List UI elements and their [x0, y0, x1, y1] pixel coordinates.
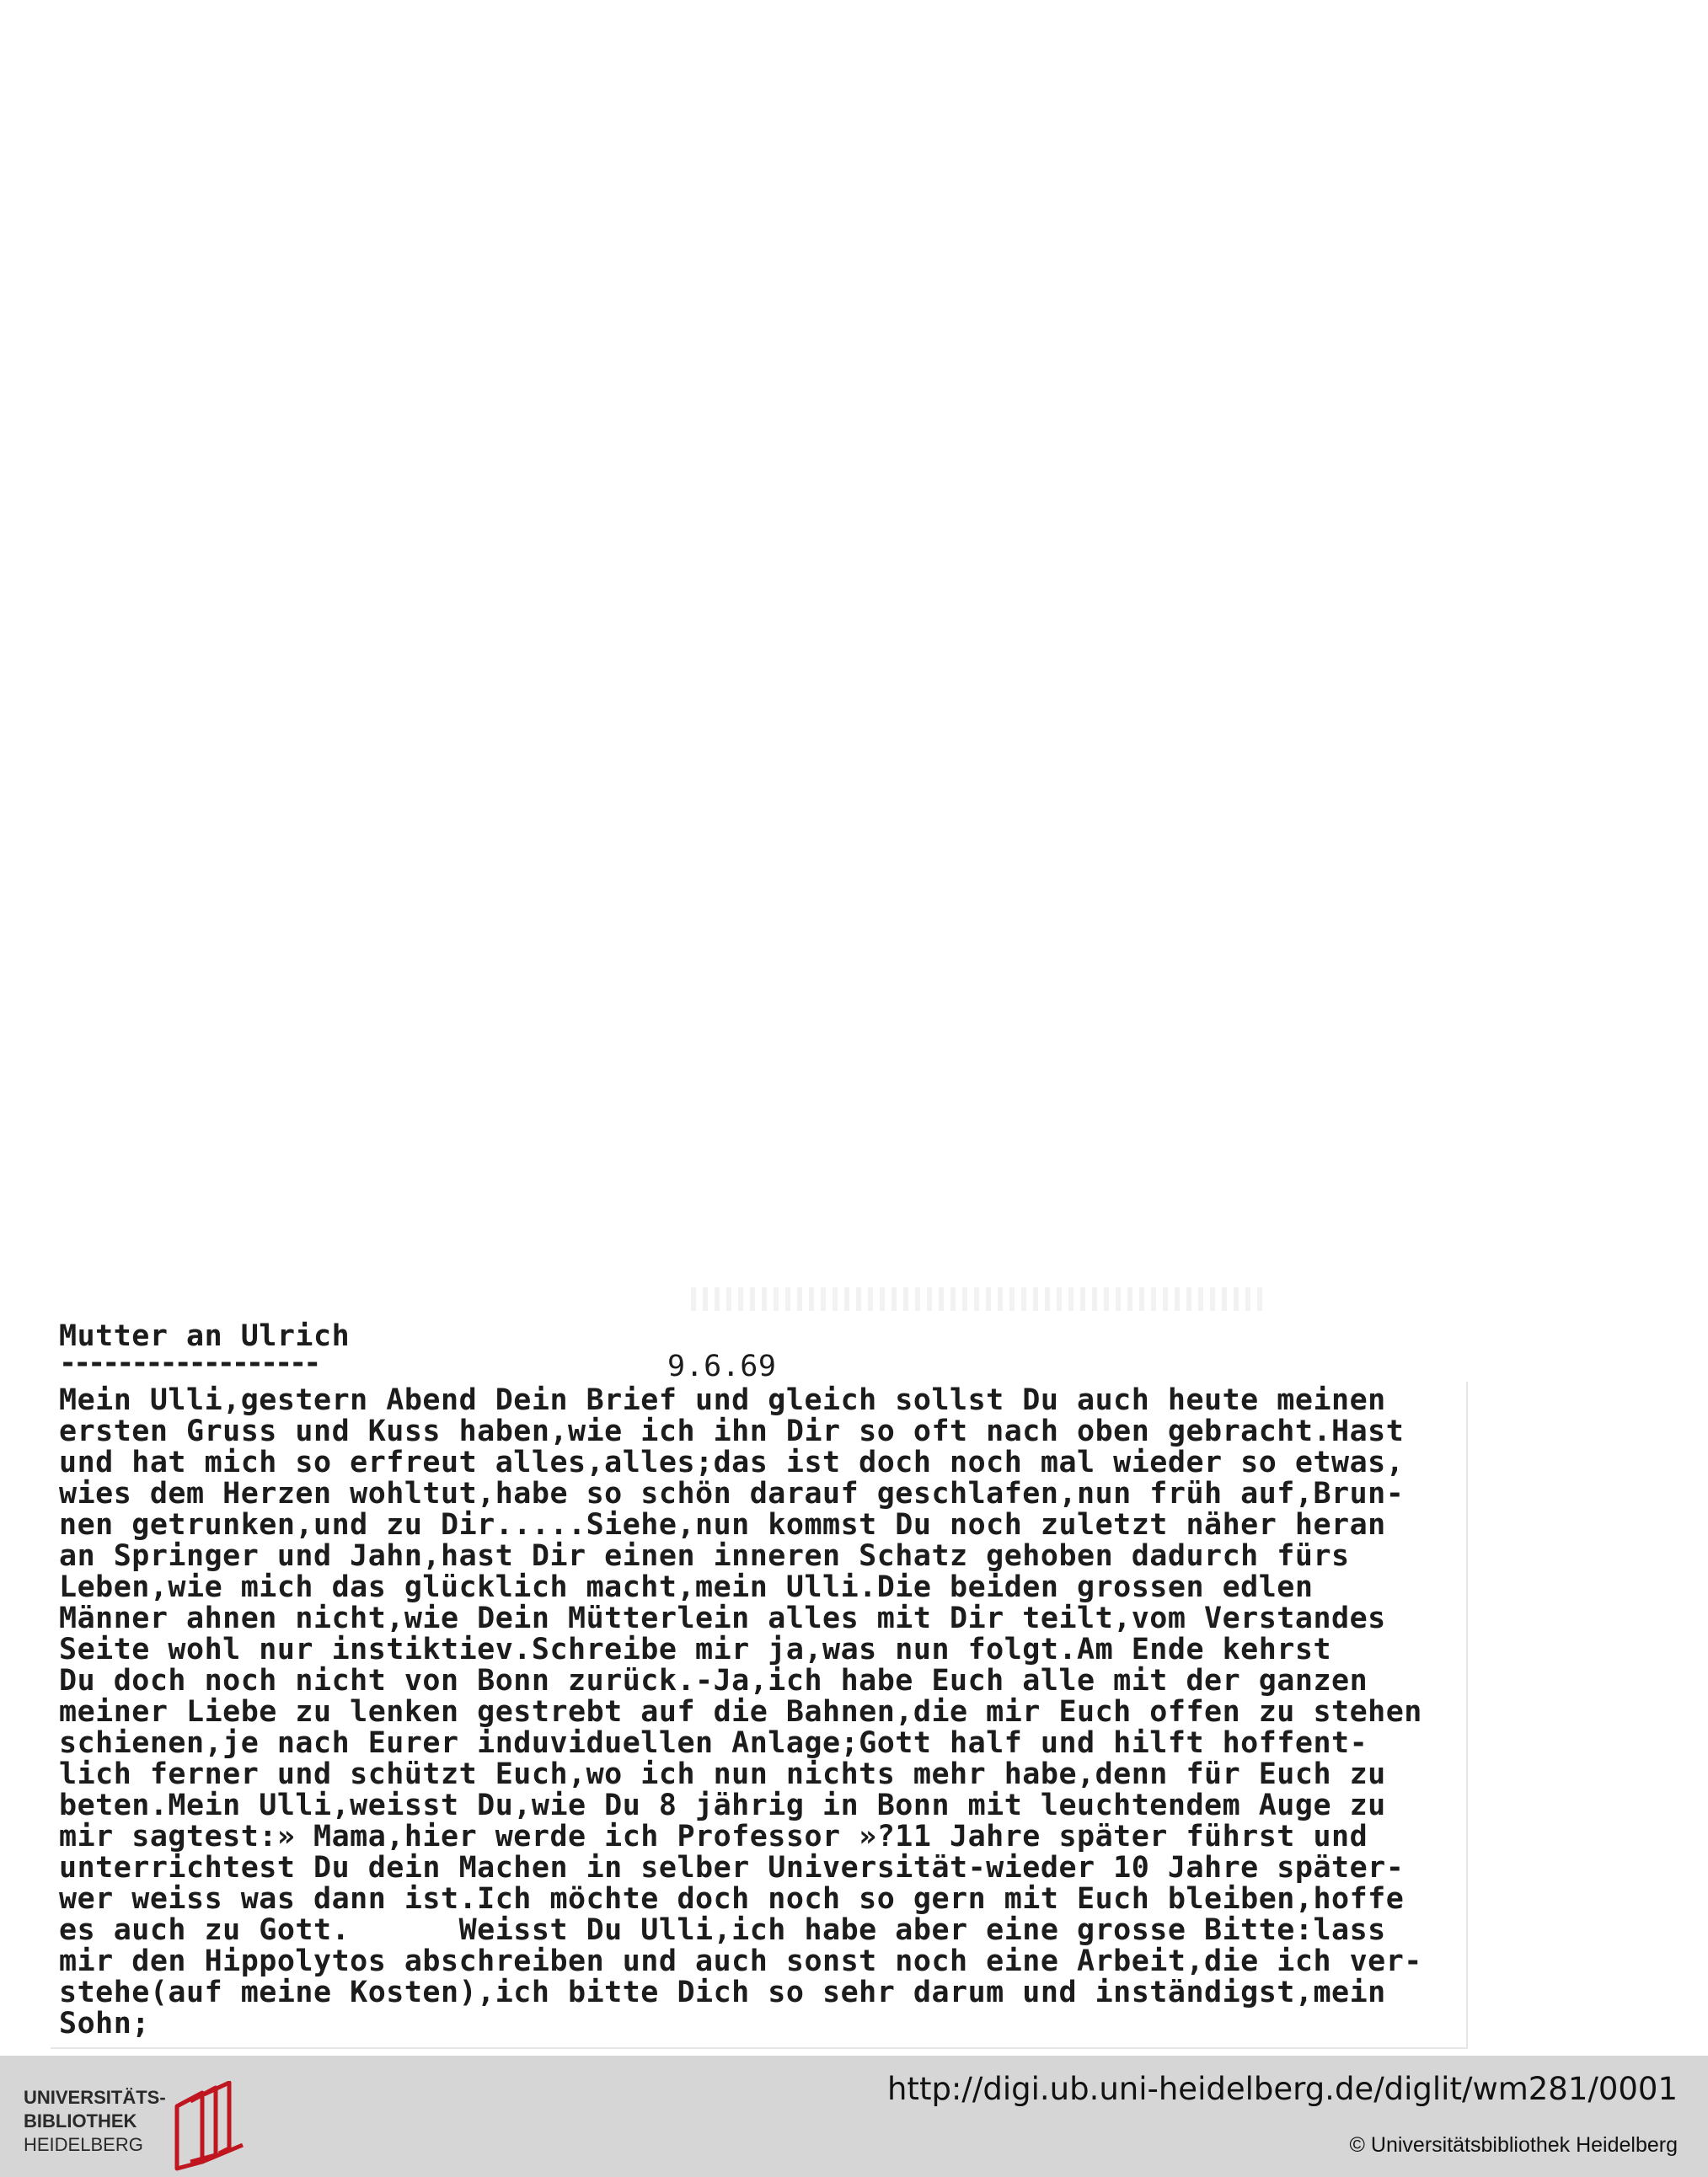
letter-line: schienen,je nach Eurer induviduellen Anlage;Gott half und hilft hoffent-: [59, 1726, 1368, 1760]
letter-line: unterrichtest Du dein Machen in selber Universität-wieder 10 Jahre später-: [59, 1851, 1405, 1885]
typewritten-letter: [59, 1321, 1475, 2040]
letter-line: es auch zu Gott. Weisst Du Ulli,ich habe aber eine grosse Bitte:lass: [59, 1913, 1386, 1947]
logo-wordmark: [24, 2086, 166, 2157]
heading-underline: ------------------: [59, 1346, 319, 1380]
letter-line: Du doch noch nicht von Bonn zurück.-Ja,ich habe Euch alle mit der ganzen: [59, 1664, 1368, 1698]
letter-line: Mein Ulli,gestern Abend Dein Brief und gleich sollst Du auch heute meinen: [59, 1383, 1386, 1417]
logo-line-1: UNIVERSITÄTS-: [24, 2087, 166, 2108]
copyright-notice: © Universitätsbibliothek Heidelberg: [1349, 2133, 1678, 2157]
letter-line: wer weiss was dann ist.Ich möchte doch noch so gern mit Euch bleiben,hoffe: [59, 1882, 1405, 1916]
library-footer: [0, 2056, 1708, 2177]
scan-smudge: [691, 1287, 1264, 1311]
letter-line: stehe(auf meine Kosten),ich bitte Dich so sehr darum und inständigst,mein: [59, 1976, 1386, 2009]
library-logo[interactable]: [24, 2081, 260, 2165]
letter-line: meiner Liebe zu lenken gestrebt auf die Bahnen,die mir Euch offen zu stehen: [59, 1695, 1422, 1729]
letter-line: ersten Gruss und Kuss haben,wie ich ihn Dir so oft nach oben gebracht.Hast: [59, 1415, 1405, 1448]
permalink-url[interactable]: http://digi.ub.uni-heidelberg.de/diglit/wm281/0001: [886, 2071, 1678, 2107]
letter-line: lich ferner und schützt Euch,wo ich nun nichts mehr habe,denn für Euch zu: [59, 1757, 1386, 1791]
logo-line-3: HEIDELBERG: [24, 2134, 143, 2155]
letter-line: beten.Mein Ulli,weisst Du,wie Du 8 jährig in Bonn mit leuchtendem Auge zu: [59, 1789, 1386, 1822]
letter-line: Leben,wie mich das glücklich macht,mein Ulli.Die beiden grossen edlen: [59, 1570, 1314, 1604]
letter-line: mir den Hippolytos abschreiben und auch sonst noch eine Arbeit,die ich ver-: [59, 1944, 1422, 1978]
letter-line: mir sagtest:» Mama,hier werde ich Professor »?11 Jahre später führst und: [59, 1820, 1368, 1853]
letter-line: Seite wohl nur instiktiev.Schreibe mir ja,was nun folgt.Am Ende kehrst: [59, 1633, 1332, 1666]
letter-date: 9.6.69: [667, 1350, 777, 1383]
letter-heading: Mutter an Ulrich: [59, 1319, 351, 1353]
letter-line: nen getrunken,und zu Dir.....Siehe,nun kommst Du noch zuletzt näher heran: [59, 1508, 1386, 1542]
library-books-icon: [169, 2081, 253, 2172]
letter-line: wies dem Herzen wohltut,habe so schön darauf geschlafen,nun früh auf,Brun-: [59, 1477, 1405, 1511]
letter-line: und hat mich so erfreut alles,alles;das ist doch noch mal wieder so etwas,: [59, 1446, 1405, 1479]
letter-body: [59, 1385, 1475, 2040]
logo-line-2: BIBLIOTHEK: [24, 2110, 137, 2132]
letter-header: [59, 1319, 1475, 1383]
letter-line: Sohn;: [59, 2007, 150, 2041]
letter-line: Männer ahnen nicht,wie Dein Mütterlein alles mit Dir teilt,vom Verstandes: [59, 1602, 1386, 1635]
letter-line: an Springer und Jahn,hast Dir einen inneren Schatz gehoben dadurch fürs: [59, 1539, 1350, 1573]
